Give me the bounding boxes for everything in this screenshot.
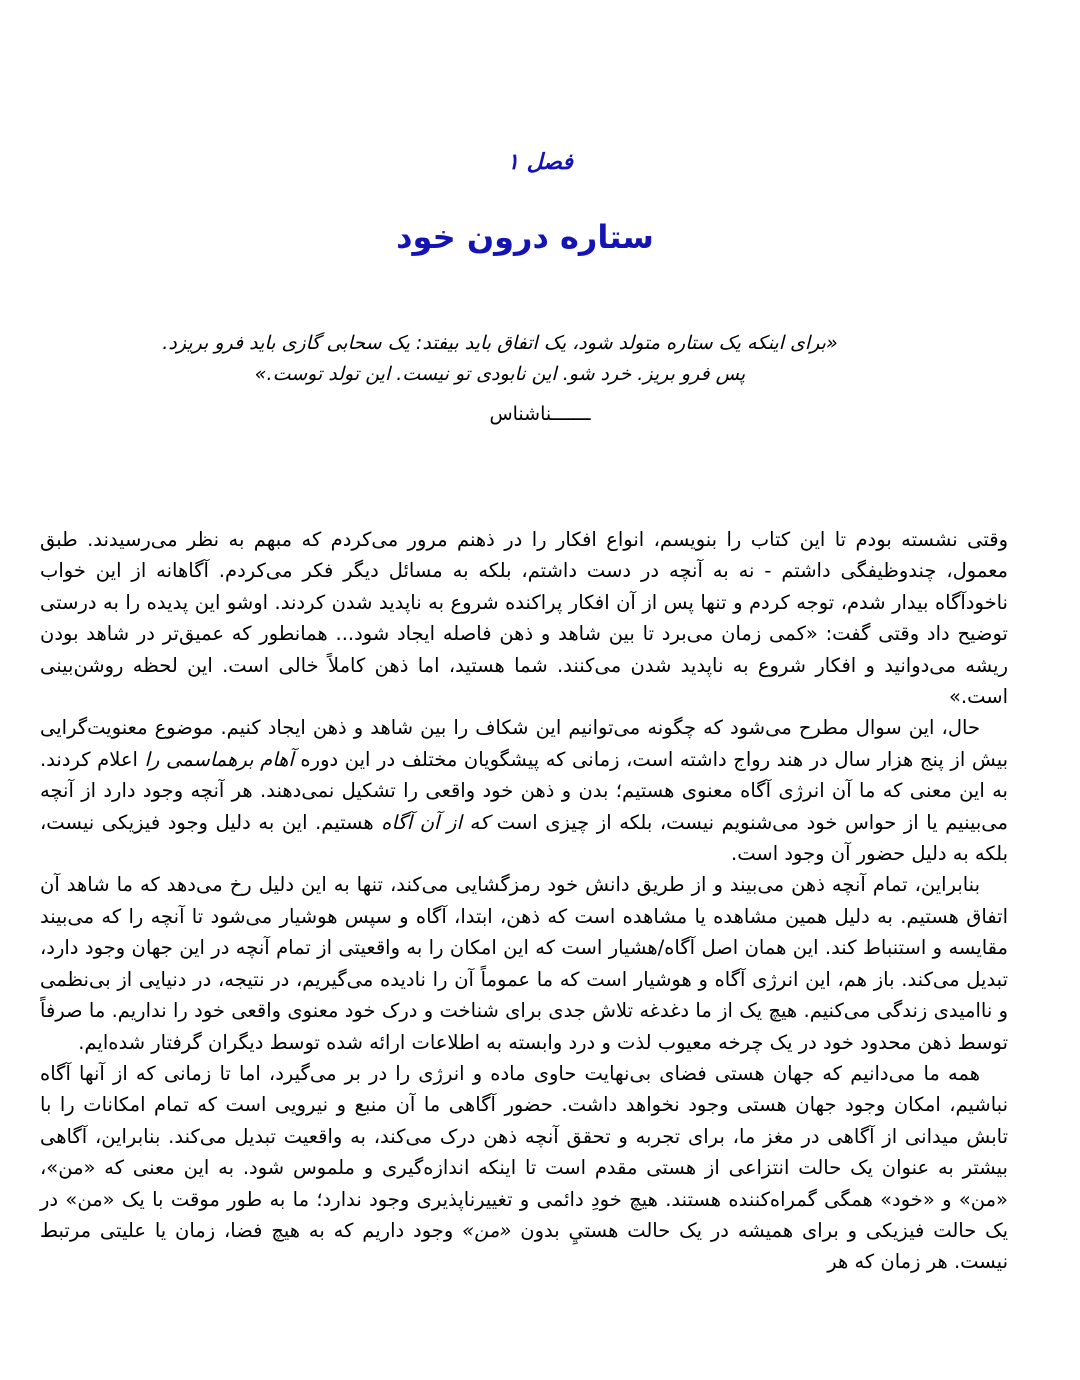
paragraph-2-text-b: اعلام کردند. به این معنی که ما آن انرژی آگاه معنوی هستیم؛ بدن و ذهن خود واقعی را تشکیل نمی‌دهند. هر آنچه وجود دارد از آنچه می‌بینیم یا از حواس خود می‌شنویم نیست، بلکه از چیزی است: [40, 747, 1009, 834]
paragraph-2-text-c: هستیم. این به دلیل وجود فیزیکی نیست، بلکه به دلیل حضور آن وجود است.: [40, 810, 1008, 866]
paragraph-2-text-a: حال، این سوال مطرح می‌شود که چگونه می‌توانیم این شکاف را بین شاهد و ذهن ایجاد کنیم. موضوع معنویت‌گرایی بیش از پنج هزار سال در هند رواج داشته است، زمانی که پیشگویان مختلف در این دوره: [40, 716, 1009, 771]
paragraph-2-italic-b: که از آن آگاه: [381, 810, 490, 834]
epigraph-quote: [150, 328, 850, 390]
chapter-body: [40, 524, 1008, 1278]
chapter-title: ستاره درون خود: [396, 218, 654, 256]
paragraph-2: [40, 712, 1008, 869]
paragraph-4-text-a: همه ما می‌دانیم که جهان هستی فضای بی‌نهایت حاوی ماده و انرژی را در بر می‌گیرد، اما تا زمانی که از آنها آگاه نباشیم، امکان وجود جهان هستی وجود نخواهد داشت. حضور آگاهی ما آن منبع و نیرویی است که تمام امکانات را با تابش میدانی از آگاهی در مغز ما، برای تجربه و تحقق آنچه ذهن درک می‌کند، به واقعیت تبدیل می‌کند. بنابراین، آگاهی بیشتر به عنوان یک حالت انتزاعی از هستی مقدم است تا اینکه اندازه‌گیری و ملموس شود. به این معنی که «من»، «من» و «خود» همگی گمراه‌کننده هستند. هیچ خودِ دائمی و تغییرناپذیری وجود ندارد؛ ما به طور موقت با یک «من» در یک حالت فیزیکی و برای همیشه در یک حالت هستيِ بدون: [40, 1061, 1009, 1242]
paragraph-4-italic: «من»: [462, 1218, 512, 1242]
epigraph-line-2: پس فرو بریز. خرد شو. این نابودی تو نیست. این تولد توست.»: [254, 363, 746, 385]
paragraph-4-text-b: وجود داریم که به هیچ فضا، زمان یا علیتی مرتبط نیست. هر زمان که هر: [40, 1218, 1008, 1274]
paragraph-3: بنابراین، تمام آنچه ذهن می‌بیند و از طریق دانش خود رمزگشایی می‌کند، تنها به این دلیل رخ می‌دهد که ما شاهد آن اتفاق هستیم. به دلیل همین مشاهده یا مشاهده است که ذهن، ابتدا، آگاه و سپس هوشیار می‌شود تا آنچه را که می‌بیند مقایسه و استنباط کند. این همان اصل آگاه/هشیار است که این امکان را به واقعیتی از تمام آنچه در این جهان وجود دارد، تبدیل می‌کند. باز هم، این انرژی آگاه و هوشیار است که ما عموماً آن را نادیده می‌گیریم، در نتیجه، در دنیایی از بی‌نظمی و ناامیدی زندگی می‌کنیم. هیچ یک از ما دغدغه تلاش جدی برای شناخت و درک خود معنوی واقعی خود را نداریم. ما صرفاً توسط ذهن محدود خود در یک چرخه معیوب لذت و درد وابسته به اطلاعات ارائه شده توسط دیگران گرفتار شده‌ایم.: [40, 873, 1008, 1054]
paragraph-2-italic-a: آهام برهماسمی را: [144, 747, 294, 771]
paragraph-1: وقتی نشسته بودم تا این کتاب را بنویسم، انواع افکار را در ذهنم مرور می‌کردم که مبهم به نظر می‌رسیدند. طبق معمول، چندوظیفگی داشتم - نه به آنچه در دست داشتم، بلکه به مسائل دیگر فکر می‌کردم. آگاهانه از این خواب ناخودآگاه بیدار شدم، توجه کردم و تنها پس از آن افکار پراکنده شروع به ناپدید شدن کردند. اوشو این پدیده را به درستی توضیح داد وقتی گفت: «کمی زمان می‌برد تا بین شاهد و ذهن فاصله ایجاد شود... همانطور که عمیق‌تر در شاهد بودن ریشه می‌دوانید و افکار شروع به ناپدید شدن می‌کنند. شما هستید، اما ذهن کاملاً خالی است. این لحظه روشن‌بینی است.»: [40, 528, 1008, 709]
chapter-label: فصل ۱: [507, 150, 573, 175]
paragraph-4: [40, 1058, 1008, 1278]
epigraph-line-1: «برای اینکه یک ستاره متولد شود، یک اتفاق باید بیفتد: یک سحابی گازی باید فرو بریزد.: [162, 332, 838, 354]
epigraph-author: ـــــــناشناس: [489, 403, 591, 425]
